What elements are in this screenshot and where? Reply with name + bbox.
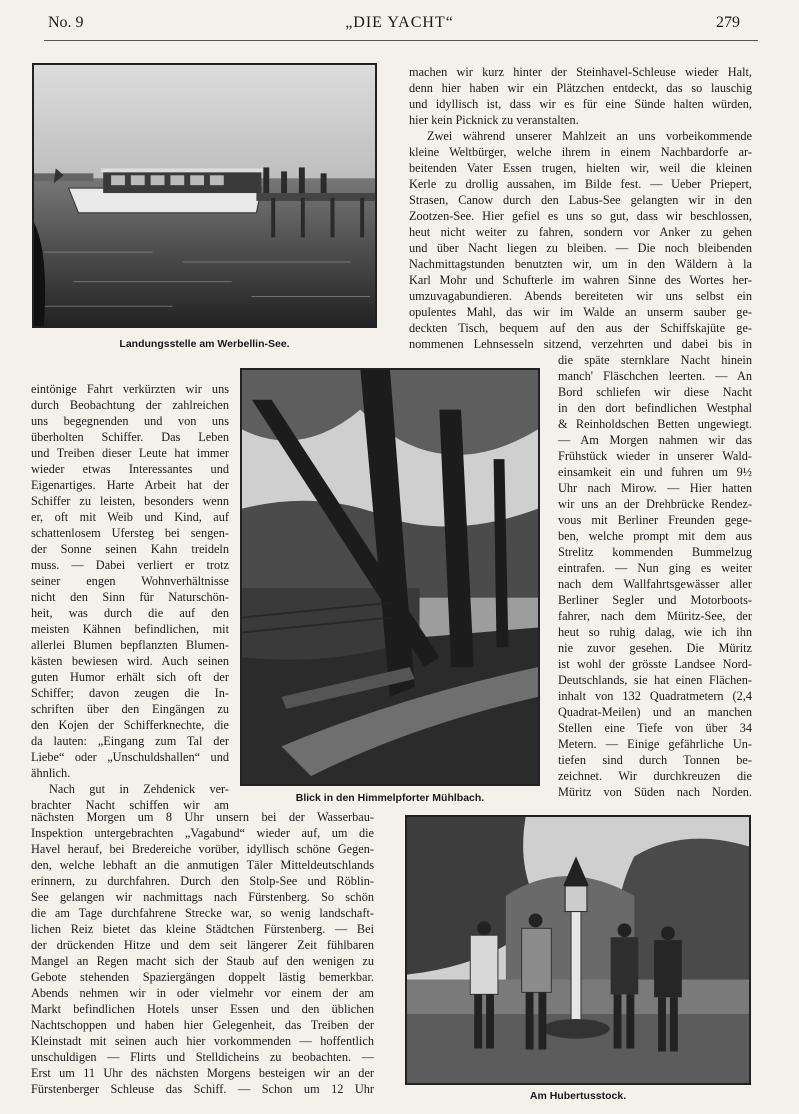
text-line: eintrafen. — Nun ging es weiter [558, 561, 752, 575]
text-line: Quadrat-Meilen) und an manchen [558, 705, 752, 719]
text-line: kästen bewiesen wird. Auch seinen [31, 654, 229, 668]
text-line: nommenen Lehnsesseln sitzend, verzehrten und dabei bis in [409, 337, 752, 351]
text-line: Kerle zu drollig aussahen, im Bilde fest. — Ueber Priepert, [409, 177, 752, 191]
text-line: und über Nacht liegen zu bleiben. — Die noch bleibenden [409, 241, 752, 255]
text-line: wieder etwas Interessantes und [31, 462, 229, 476]
caption-hubertusstock: Am Hubertusstock. [529, 1090, 627, 1102]
text-line: heit, was durch die auf den [31, 606, 229, 620]
text-line: Karl Mohr und Schufterle im wahren Sinne des Wortes her- [409, 273, 752, 287]
text-line: meisten Kähnen befindlichen, mit [31, 622, 229, 636]
page-number: 279 [716, 14, 740, 31]
text-line: seiner engen Wohnverhältnisse [31, 574, 229, 588]
text-line: nicht den Sinn für Naturschön- [31, 590, 229, 604]
text-line: inhalt von 132 Quadratmetern (2,4 [558, 689, 752, 703]
text-line: und idyllisch ist, dass wir es für eine Sünde halten würden, [409, 97, 752, 111]
text-line: einsamkeit ein und fuhren um 9½ [558, 465, 752, 479]
caption-muehlbach: Blick in den Himmelpforter Mühlbach. [295, 792, 485, 804]
text-line: guten Humor erhält sich oft der [31, 670, 229, 684]
text-line: Inspektion untergebrachten „Vagabund“ wieder auf, um die [31, 826, 374, 840]
text-line: deckten Tisch, bequem auf den aus der Schiffskajüte ge- [409, 321, 752, 335]
text-line: Zwei während unserer Mahlzeit an uns vorbeikommende [427, 129, 752, 143]
text-line: Schiffer; davon zeugen die In- [31, 686, 229, 700]
text-line: Nach gut in Zehdenick ver- [49, 782, 229, 796]
text-line: den Kojen der Schifferknechte, die [31, 718, 229, 732]
text-line: Markt befindlichen Hotels unser Essen und den üblichen [31, 1002, 374, 1016]
text-line: heut so ruhig dalag, wie ich ihn [558, 625, 752, 639]
text-line: nächsten Morgen um 8 Uhr unsern bei der Wasserbau- [31, 810, 374, 824]
text-line: See gelangen wir nachmittags nach Fürstenberg. So schön [31, 890, 374, 904]
text-line: die späte sternklare Nacht hinein [558, 353, 752, 367]
text-line: der drückenden Hitze und dem seit längerer Zeit fühlbaren [31, 938, 374, 952]
text-line: beitenden Vater Essen trugen, hielten wir, weil die kleinen [409, 161, 752, 175]
text-line: er, oft mit Weib und Kind, auf [31, 510, 229, 524]
text-line: Kleinstadt mit seinen auch hier vorkommenden — hoffentlich [31, 1034, 374, 1048]
caption-landing-stage: Landungsstelle am Werbellin-See. [119, 338, 290, 350]
text-line: tiefen sind durch Tonnen be- [558, 753, 752, 767]
text-line: Berliner Segler und Motorboots- [558, 593, 752, 607]
text-line: überholten Schiffer. Das Leben [31, 430, 229, 444]
text-line: durch Beobachtung der zahlreichen [31, 398, 229, 412]
text-line: Zootzen-See. Hier gefiel es uns so gut, dass wir beschlossen, [409, 209, 752, 223]
text-line: eintönige Fahrt verkürzten wir uns [31, 382, 229, 396]
text-line: lichen Reiz bietet das kleine Städtchen Fürstenberg. — Bei [31, 922, 374, 936]
text-line: den, welche lebhaft an die anmutigen Täler Mitteldeutschlands [31, 858, 374, 872]
text-line: vous mit Berliner Freunden gege- [558, 513, 752, 527]
text-line: Bord schliefen wir diese Nacht [558, 385, 752, 399]
text-line: ist wohl der grösste Landsee Nord- [558, 657, 752, 671]
text-line: Uhr nach Mirow. — Hier hatten [558, 481, 752, 495]
text-line: die am Tage durchfahrene Strecke war, so wenig landschaft- [31, 906, 374, 920]
text-line: wir uns an der Drehbrücke Rendez- [558, 497, 752, 511]
issue-number: No. 9 [48, 14, 84, 31]
text-line: Havel herauf, bei Bredereiche vorüber, idyllisch schöne Gegen- [31, 842, 374, 856]
text-line: Nachtschoppen und haben hier Gelegenheit, das Treiben der [31, 1018, 374, 1032]
header-rule [44, 40, 758, 41]
text-line: Deutschlands, sie hat einen Flächen- [558, 673, 752, 687]
text-line: ben, welche prompt mit dem aus [558, 529, 752, 543]
text-line: Stellen eine Tiefe von über 34 [558, 721, 752, 735]
photo-landing-stage [32, 63, 377, 328]
text-line: manch' Fläschchen leerten. — An [558, 369, 752, 383]
text-line: kleine Weltbürger, welche ihrem in einem Nachbardorfe ar- [409, 145, 752, 159]
text-line: nie zuvor gesehen. Die Müritz [558, 641, 752, 655]
text-line: & Reinholdschen Betten ungewiegt. [558, 417, 752, 431]
text-line: denn hier haben wir ein Plätzchen entdeckt, das so lauschig [409, 81, 752, 95]
text-line: schattenlosem Ufersteg bei sengen- [31, 526, 229, 540]
text-line: Metern. — Einige gefährliche Un- [558, 737, 752, 751]
text-line: — Am Morgen nahmen wir das [558, 433, 752, 447]
text-line: Mangel an Regen macht sich der Staub auf den wenigen zu [31, 954, 374, 968]
text-line: heut nicht weiter zu fahren, sondern vor Anker zu gehen [409, 225, 752, 239]
text-line: Strasen, Canow durch den Labus-See gelangten wir in den [409, 193, 752, 207]
text-line: uns begegnenden und von uns [31, 414, 229, 428]
photo-hubertusstock [405, 815, 751, 1085]
text-line: Eigenartiges. Harte Arbeit hat der [31, 478, 229, 492]
text-line: Liebe“ oder „Unschuldshallen“ und [31, 750, 229, 764]
text-line: Müritz von Süden nach Norden. [558, 785, 752, 799]
text-line: Strelitz kommenden Bummelzug [558, 545, 752, 559]
text-line: Nachmittagstunden benutzten wir, um in den Wäldern à la [409, 257, 752, 271]
text-line: zeichnet. Wir durchkreuzen die [558, 769, 752, 783]
text-line: der Sonne seinen Kahn treideln [31, 542, 229, 556]
text-line: ähnlich. [31, 766, 71, 780]
text-line: Erst um 11 Uhr des nächsten Morgens besteigen wir an der [31, 1066, 374, 1080]
text-line: fahrer, nach dem Müritz-See, der [558, 609, 752, 623]
text-line: in den dort befindlichen Westphal [558, 401, 752, 415]
text-line: machen wir kurz hinter der Steinhavel-Schleuse wieder Halt, [409, 65, 752, 79]
text-line: Frühstück wieder in unserer Wald- [558, 449, 752, 463]
text-line: Schiffer zu leisten, besonders wenn [31, 494, 229, 508]
text-line: und Treiben dieser Leute hat immer [31, 446, 229, 460]
text-line: hier kein Picknick zu veranstalten. [409, 113, 579, 127]
text-line: nach dem Wallfahrtsgewässer aller [558, 577, 752, 591]
text-line: Abends nehmen wir in oder vielmehr vor einem der am [31, 986, 374, 1000]
text-line: erinnern, zu durchfahren. Durch den Stolp-See und Röblin- [31, 874, 374, 888]
text-line: umzuvagabundieren. Abends bereiteten wir uns selbst ein [409, 289, 752, 303]
text-line: allerlei Blumen bepflanzten Blumen- [31, 638, 229, 652]
text-line: muss. — Dabei verliert er trotz [31, 558, 229, 572]
text-line: Gebote stehenden Spaziergängen doppelt lästig bemerkbar. [31, 970, 374, 984]
text-line: opulentes Mahl, das wir im Walde an unserm sauber ge- [409, 305, 752, 319]
photo-muehlbach [240, 368, 540, 786]
text-line: schriften über den Eingängen zu [31, 702, 229, 716]
text-line: da lauten: „Eingang zum Tal der [31, 734, 229, 748]
text-line: unschuldigen — Flirts und Stelldicheins zu beobachten. — [31, 1050, 374, 1064]
journal-title: „DIE YACHT“ [345, 14, 454, 31]
text-line: Fürstenberger Schleuse das Schiff. — Schon um 12 Uhr [31, 1082, 374, 1096]
text-line: brachter Nacht schiffen wir am [31, 798, 229, 812]
